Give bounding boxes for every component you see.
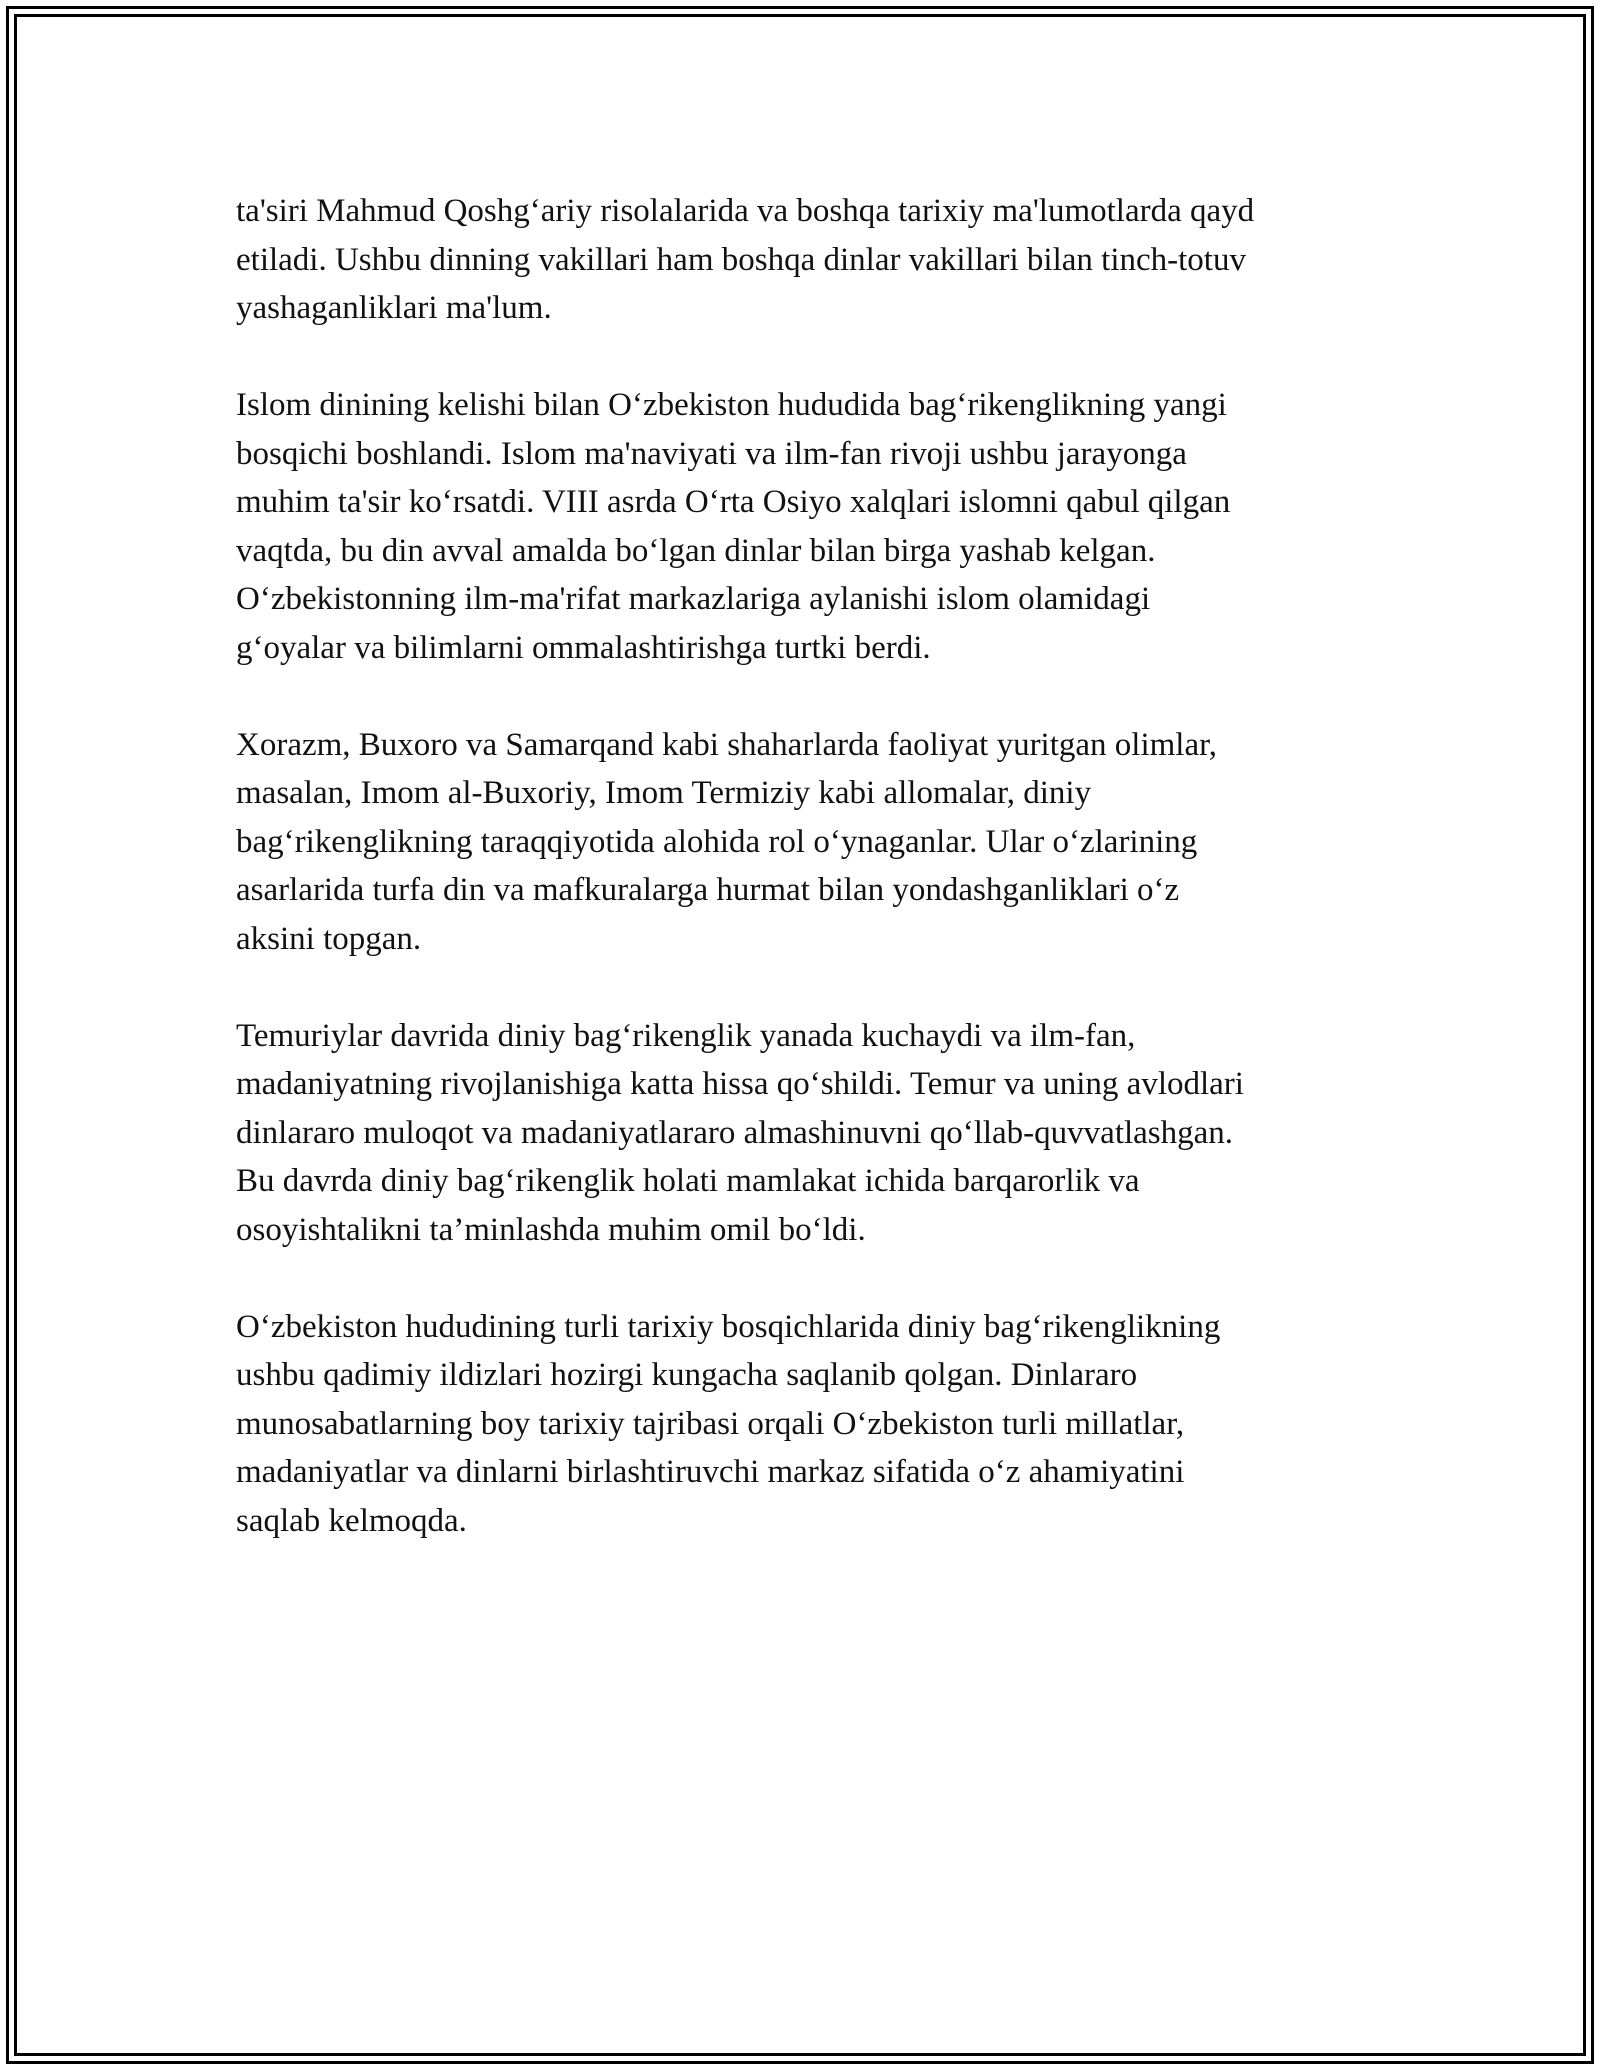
text-line: aksini topgan. [236, 920, 422, 957]
text-line: madaniyatlar va dinlarni birlashtiruvchi markaz sifatida o‘z ahamiyatini [236, 1454, 1185, 1490]
document-body [236, 187, 1372, 1594]
text-line: Xorazm, Buxoro va Samarqand kabi shaharlarda faoliyat yuritgan olimlar, [236, 726, 1218, 763]
text-line: Bu davrda diniy bag‘rikenglik holati mamlakat ichida barqarorlik va [236, 1163, 1140, 1199]
text-line: masalan, Imom al-Buxoriy, Imom Termiziy kabi allomalar, diniy [236, 775, 1092, 811]
text-line: Temuriylar davrida diniy bag‘rikenglik yanada kuchaydi va ilm-fan, [236, 1017, 1136, 1054]
text-line: ushbu qadimiy ildizlari hozirgi kungacha saqlanib qolgan. Dinlararo [236, 1357, 1138, 1393]
text-line: O‘zbekistonning ilm-ma'rifat markazlariga aylanishi islom olamidagi [236, 581, 1151, 617]
text-line: yashaganliklari ma'lum. [236, 290, 552, 326]
text-line: vaqtda, bu din avval amalda bo‘lgan dinlar bilan birga yashab kelgan. [236, 532, 1156, 569]
text-line: bosqichi boshlandi. Islom ma'naviyati va ilm-fan rivoji ushbu jarayonga [236, 435, 1187, 472]
text-line: muhim ta'sir ko‘rsatdi. VIII asrda O‘rta Osiyo xalqlari islomni qabul qilgan [236, 484, 1231, 520]
text-line: munosabatlarning boy tarixiy tajribasi orqali O‘zbekiston turli millatlar, [236, 1405, 1185, 1442]
paragraph-4 [236, 1012, 1372, 1255]
text-line: ta'siri Mahmud Qoshg‘ariy risolalarida va boshqa tarixiy ma'lumotlarda qayd [236, 193, 1255, 229]
text-line: madaniyatning rivojlanishiga katta hissa qo‘shildi. Temur va uning avlodlari [236, 1066, 1244, 1102]
paragraph-3 [236, 721, 1372, 964]
paragraph-5 [236, 1303, 1372, 1546]
text-line: asarlarida turfa din va mafkuralarga hurmat bilan yondashganliklari o‘z [236, 872, 1180, 908]
text-line: bag‘rikenglikning taraqqiyotida alohida rol o‘ynaganlar. Ular o‘zlarining [236, 823, 1198, 860]
text-line: dinlararo muloqot va madaniyatlararo almashinuvni qo‘llab-quvvatlashgan. [236, 1114, 1234, 1151]
text-line: O‘zbekiston hududining turli tarixiy bosqichlarida diniy bag‘rikenglikning [236, 1308, 1221, 1345]
paragraph-1 [236, 187, 1372, 333]
text-line: g‘oyalar va bilimlarni ommalashtirishga turtki berdi. [236, 629, 931, 666]
text-line: saqlab kelmoqda. [236, 1502, 467, 1539]
paragraph-2 [236, 381, 1372, 672]
text-line: etiladi. Ushbu dinning vakillari ham boshqa dinlar vakillari bilan tinch-totuv [236, 241, 1246, 278]
text-line: osoyishtalikni ta’minlashda muhim omil bo‘ldi. [236, 1211, 866, 1248]
text-line: Islom dinining kelishi bilan O‘zbekiston hududida bag‘rikenglikning yangi [236, 387, 1227, 423]
